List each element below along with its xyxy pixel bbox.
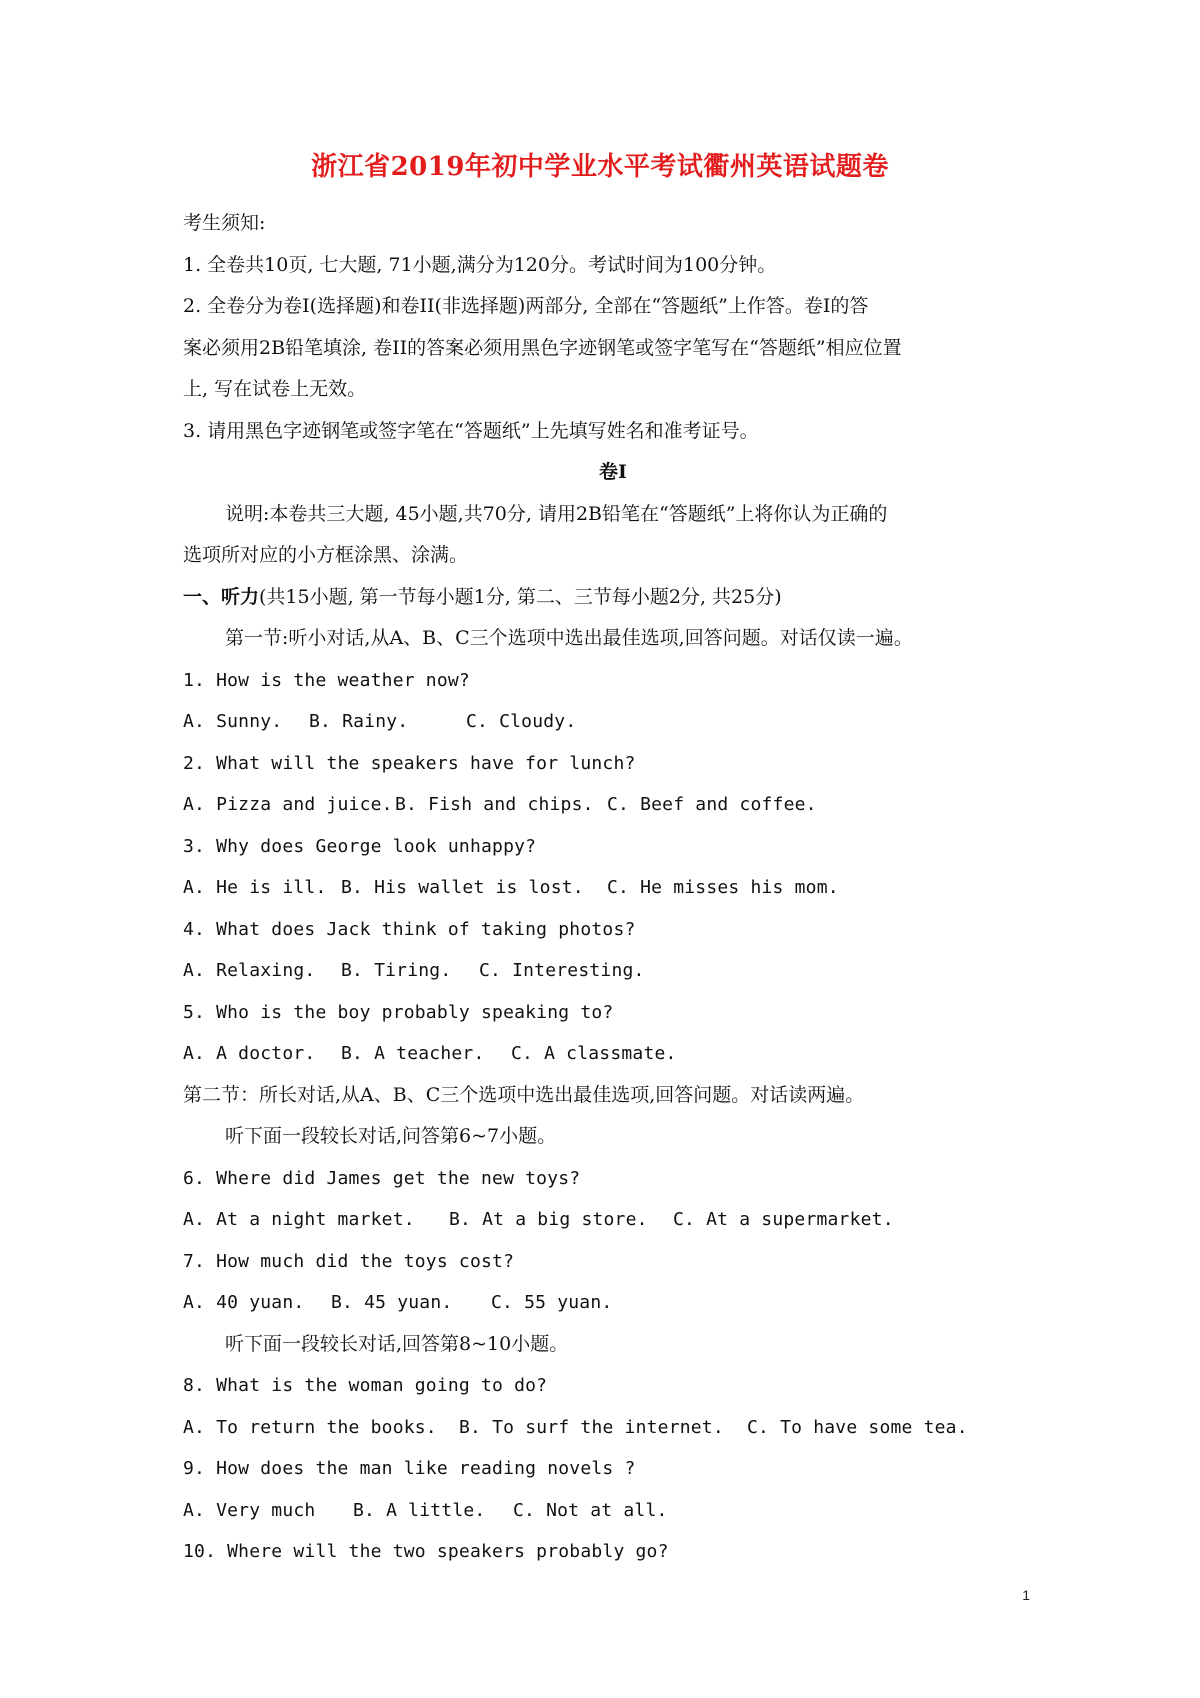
exam-content <box>183 203 1043 1573</box>
question-1-option-a: A. Sunny. <box>183 711 283 732</box>
section-one-heading <box>183 577 1043 619</box>
question-3-option-c: C. He misses his mom. <box>607 877 839 898</box>
question-9-option-b: B. A little. <box>353 1499 486 1521</box>
paper-one-heading: 卷I <box>599 461 627 483</box>
notice-item-3: 3. 请用黑色字迹钢笔或签字笔在“答题纸”上先填写姓名和准考证号。 <box>183 419 759 442</box>
question-9: 9. How does the man like reading novels ? <box>183 1458 636 1479</box>
instructions-6-7: 听下面一段较长对话,问答第6~7小题。 <box>225 1125 557 1147</box>
question-10: 10. Where will the two speakers probably go? <box>183 1541 669 1562</box>
question-4-option-c: C. Interesting. <box>479 960 645 981</box>
question-3-option-b: B. His wallet is lost. <box>341 877 584 898</box>
question-5-options <box>183 1033 1043 1075</box>
question-2: 2. What will the speakers have for lunch? <box>183 752 636 774</box>
notice-item-2-cont: 案必须用2B铅笔填涂, 卷II的答案必须用黑色字迹钢笔或签字笔写在“答题纸”相应位置 <box>183 336 902 359</box>
question-2-option-b: B. Fish and chips. <box>395 794 594 815</box>
question-8-options <box>183 1407 1043 1449</box>
notice-item-1: 1. 全卷共10页, 七大题, 71小题,满分为120分。考试时间为100分钟。 <box>183 253 777 276</box>
question-1-option-b: B. Rainy. <box>309 711 409 732</box>
question-7: 7. How much did the toys cost? <box>183 1250 515 1272</box>
question-3-option-a: A. He is ill. <box>183 877 327 898</box>
question-7-options <box>183 1282 1043 1324</box>
question-4-option-a: A. Relaxing. <box>183 960 316 981</box>
question-6-option-b: B. At a big store. <box>449 1209 648 1230</box>
part-one-instructions: 第一节:听小对话,从A、B、C三个选项中选出最佳选项,回答问题。对话仅读一遍。 <box>225 627 913 649</box>
part-two-instructions: 第二节：所长对话,从A、B、C三个选项中选出最佳选项,回答问题。对话读两遍。 <box>183 1083 865 1106</box>
question-6-option-c: C. At a supermarket. <box>673 1209 894 1230</box>
notice-item-2: 2. 全卷分为卷I(选择题)和卷II(非选择题)两部分, 全部在“答题纸”上作答。卷I的答 <box>183 295 869 317</box>
question-6: 6. Where did James get the new toys? <box>183 1167 581 1189</box>
section-one-heading-bold: 一、听力 <box>183 585 260 608</box>
question-4-options <box>183 950 1043 992</box>
question-9-option-c: C. Not at all. <box>513 1499 668 1521</box>
question-1-options <box>183 701 1043 743</box>
page-number: 1 <box>1022 1587 1030 1603</box>
question-4: 4. What does Jack think of taking photos? <box>183 918 636 940</box>
question-8: 8. What is the woman going to do? <box>183 1375 548 1396</box>
question-5-option-c: C. A classmate. <box>511 1043 677 1064</box>
question-5-option-a: A. A doctor. <box>183 1043 316 1064</box>
question-3: 3. Why does George look unhappy? <box>183 835 537 857</box>
question-1: 1. How is the weather now? <box>183 669 470 691</box>
question-8-option-c: C. To have some tea. <box>747 1416 968 1438</box>
question-4-option-b: B. Tiring. <box>341 960 452 981</box>
question-8-option-b: B. To surf the internet. <box>459 1416 724 1438</box>
question-2-options <box>183 784 1043 826</box>
question-8-option-a: A. To return the books. <box>183 1416 437 1438</box>
notice-heading: 考生须知: <box>183 212 266 234</box>
question-7-option-b: B. 45 yuan. <box>331 1292 453 1313</box>
paper-one-desc-2: 选项所对应的小方框涂黑、涂满。 <box>183 544 469 566</box>
notice-item-2-end: 上, 写在试卷上无效。 <box>183 378 367 400</box>
question-9-options <box>183 1490 1043 1532</box>
question-5-option-b: B. A teacher. <box>341 1043 485 1064</box>
question-7-option-a: A. 40 yuan. <box>183 1292 305 1313</box>
question-6-options <box>183 1199 1043 1241</box>
question-6-option-a: A. At a night market. <box>183 1209 415 1230</box>
section-one-heading-rest: (共15小题, 第一节每小题1分, 第二、三节每小题2分, 共25分) <box>259 585 782 608</box>
question-7-option-c: C. 55 yuan. <box>491 1292 613 1313</box>
question-9-option-a: A. Very much <box>183 1499 316 1521</box>
question-2-option-c: C. Beef and coffee. <box>607 794 817 815</box>
question-2-option-a: A. Pizza and juice. <box>183 794 393 815</box>
question-5: 5. Who is the boy probably speaking to? <box>183 1001 614 1023</box>
instructions-8-10: 听下面一段较长对话,回答第8~10小题。 <box>225 1332 569 1355</box>
question-3-options <box>183 867 1043 909</box>
paper-one-desc-1: 说明:本卷共三大题, 45小题,共70分, 请用2B铅笔在“答题纸”上将你认为正确的 <box>225 502 888 525</box>
question-1-option-c: C. Cloudy. <box>466 711 577 732</box>
exam-title: 浙江省2019年初中学业水平考试衢州英语试题卷 <box>311 152 889 182</box>
